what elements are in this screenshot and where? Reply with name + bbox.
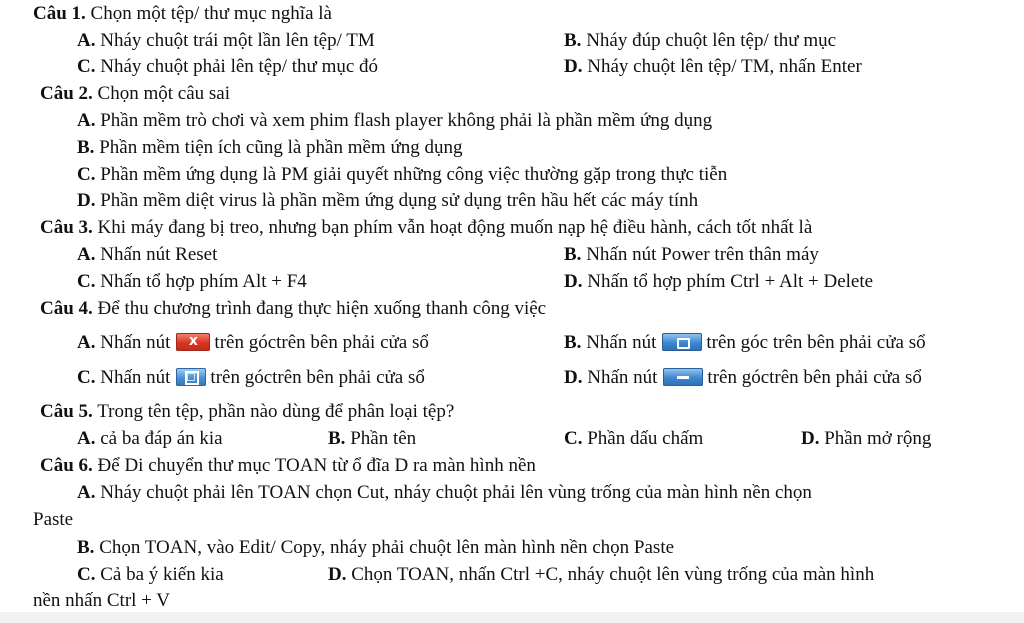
restore-icon: [662, 333, 702, 351]
option-text: Phần tên: [345, 428, 417, 449]
option-text: Nhấn nút: [581, 332, 657, 353]
option-label: A.: [77, 428, 96, 449]
q6-option-a: [77, 482, 812, 504]
question-text: Để Di chuyển thư mục TOAN từ ổ đĩa D ra màn hình nền: [92, 455, 536, 476]
q4-option-c: [77, 367, 425, 389]
q4-option-d: [564, 367, 922, 389]
option-text: Nhấn nút: [582, 367, 658, 388]
q4-option-b: [564, 332, 926, 354]
option-label: B.: [77, 137, 95, 158]
q6-option-a-continuation: [33, 509, 73, 531]
option-label: D.: [77, 190, 96, 211]
question-label: Câu 3.: [40, 217, 93, 238]
option-text: Paste: [33, 509, 74, 530]
option-label: C.: [77, 56, 96, 77]
q3-option-a: [77, 244, 217, 266]
option-text: Nháy chuột lên tệp/ TM, nhấn Enter: [582, 56, 862, 77]
question-label: Câu 4.: [40, 298, 93, 319]
option-text: Phần mềm trò chơi và xem phim flash player không phải là phần mềm ứng dụng: [95, 110, 713, 131]
option-text: Phần mềm tiện ích cũng là phần mềm ứng dụng: [94, 137, 463, 158]
option-text: Nhấn nút Power trên thân máy: [581, 244, 819, 265]
question-2: [40, 83, 230, 105]
option-text: Nháy chuột trái một lần lên tệp/ TM: [95, 30, 375, 51]
option-label: C.: [77, 271, 96, 292]
option-text: Phần mềm ứng dụng là PM giải quyết những công việc thường gặp trong thực tiễn: [95, 164, 728, 185]
question-text: Chọn một câu sai: [92, 83, 230, 104]
option-label: C.: [77, 164, 96, 185]
option-label: D.: [564, 271, 583, 292]
option-text: Nháy chuột phải lên tệp/ thư mục đó: [95, 56, 379, 77]
option-text: Nhấn nút: [95, 332, 171, 353]
q1-option-a: [77, 30, 375, 52]
option-label: D.: [328, 564, 347, 585]
question-4: [40, 298, 546, 320]
option-label: A.: [77, 332, 96, 353]
option-text: Chọn TOAN, nhấn Ctrl +C, nháy chuột lên vùng trống của màn hình: [346, 564, 875, 585]
question-text: Chọn một tệp/ thư mục nghĩa là: [85, 3, 332, 24]
option-label: D.: [564, 367, 583, 388]
question-5: [40, 401, 454, 423]
option-label: C.: [564, 428, 583, 449]
option-text: cả ba đáp án kia: [95, 428, 223, 449]
option-text: nền nhấn Ctrl + V: [33, 590, 171, 611]
option-text: Cả ba ý kiến kia: [95, 564, 224, 585]
q1-option-d: [564, 56, 862, 78]
option-label: C.: [77, 367, 96, 388]
option-label: B.: [77, 537, 95, 558]
q6-option-b: [77, 537, 674, 559]
question-label: Câu 2.: [40, 83, 93, 104]
q3-option-d: [564, 271, 873, 293]
option-text: Phần mềm diệt virus là phần mềm ứng dụng sử dụng trên hầu hết các máy tính: [95, 190, 699, 211]
option-text: trên góctrên bên phải cửa sổ: [214, 332, 429, 353]
option-text: trên góc trên bên phải cửa sổ: [706, 332, 926, 353]
question-label: Câu 6.: [40, 455, 93, 476]
option-text: Nhấn tổ hợp phím Ctrl + Alt + Delete: [582, 271, 874, 292]
option-label: B.: [564, 30, 582, 51]
option-label: D.: [564, 56, 583, 77]
q4-option-a: [77, 332, 429, 354]
option-text: Nháy đúp chuột lên tệp/ thư mục: [581, 30, 837, 51]
bottom-edge: [0, 612, 1024, 623]
question-1: [33, 3, 332, 25]
question-label: Câu 1.: [33, 3, 86, 24]
option-text: Phần dấu chấm: [582, 428, 704, 449]
q6-option-d: [328, 564, 874, 586]
q1-option-b: [564, 30, 836, 52]
q5-option-b: [328, 428, 416, 450]
question-3: [40, 217, 812, 239]
option-label: B.: [564, 244, 582, 265]
option-text: trên góctrên bên phải cửa sổ: [707, 367, 922, 388]
question-text: Để thu chương trình đang thực hiện xuống thanh công việc: [92, 298, 547, 319]
maximize-icon: [176, 368, 206, 386]
q3-option-b: [564, 244, 819, 266]
option-text: Phần mở rộng: [819, 428, 932, 449]
option-text: Nháy chuột phải lên TOAN chọn Cut, nháy chuột phải lên vùng trống của màn hình nền chọn: [95, 482, 812, 503]
q6-option-c: [77, 564, 224, 586]
q1-option-c: [77, 56, 378, 78]
question-label: Câu 5.: [40, 401, 93, 422]
q2-option-a: [77, 110, 712, 132]
q5-option-c: [564, 428, 703, 450]
option-label: B.: [328, 428, 346, 449]
option-text: Nhấn tổ hợp phím Alt + F4: [95, 271, 307, 292]
minimize-icon: [663, 368, 703, 386]
q5-option-a: [77, 428, 223, 450]
option-text: Nhấn nút Reset: [95, 244, 218, 265]
option-text: trên góctrên bên phải cửa sổ: [210, 367, 425, 388]
option-text: Nhấn nút: [95, 367, 171, 388]
option-label: A.: [77, 244, 96, 265]
option-label: A.: [77, 110, 96, 131]
option-label: B.: [564, 332, 582, 353]
q2-option-b: [77, 137, 463, 159]
q2-option-d: [77, 190, 698, 212]
q5-option-d: [801, 428, 931, 450]
q6-option-d-continuation: [33, 590, 170, 612]
question-text: Khi máy đang bị treo, nhưng bạn phím vẫn hoạt động muốn nạp hệ điều hành, cách tốt nhất là: [92, 217, 813, 238]
question-text: Trong tên tệp, phần nào dùng để phân loại tệp?: [92, 401, 455, 422]
option-text: Chọn TOAN, vào Edit/ Copy, nháy phải chuột lên màn hình nền chọn Paste: [94, 537, 675, 558]
close-icon: [176, 333, 210, 351]
option-label: A.: [77, 482, 96, 503]
q3-option-c: [77, 271, 307, 293]
option-label: D.: [801, 428, 820, 449]
q2-option-c: [77, 164, 727, 186]
option-label: C.: [77, 564, 96, 585]
option-label: A.: [77, 30, 96, 51]
question-6: [40, 455, 536, 477]
